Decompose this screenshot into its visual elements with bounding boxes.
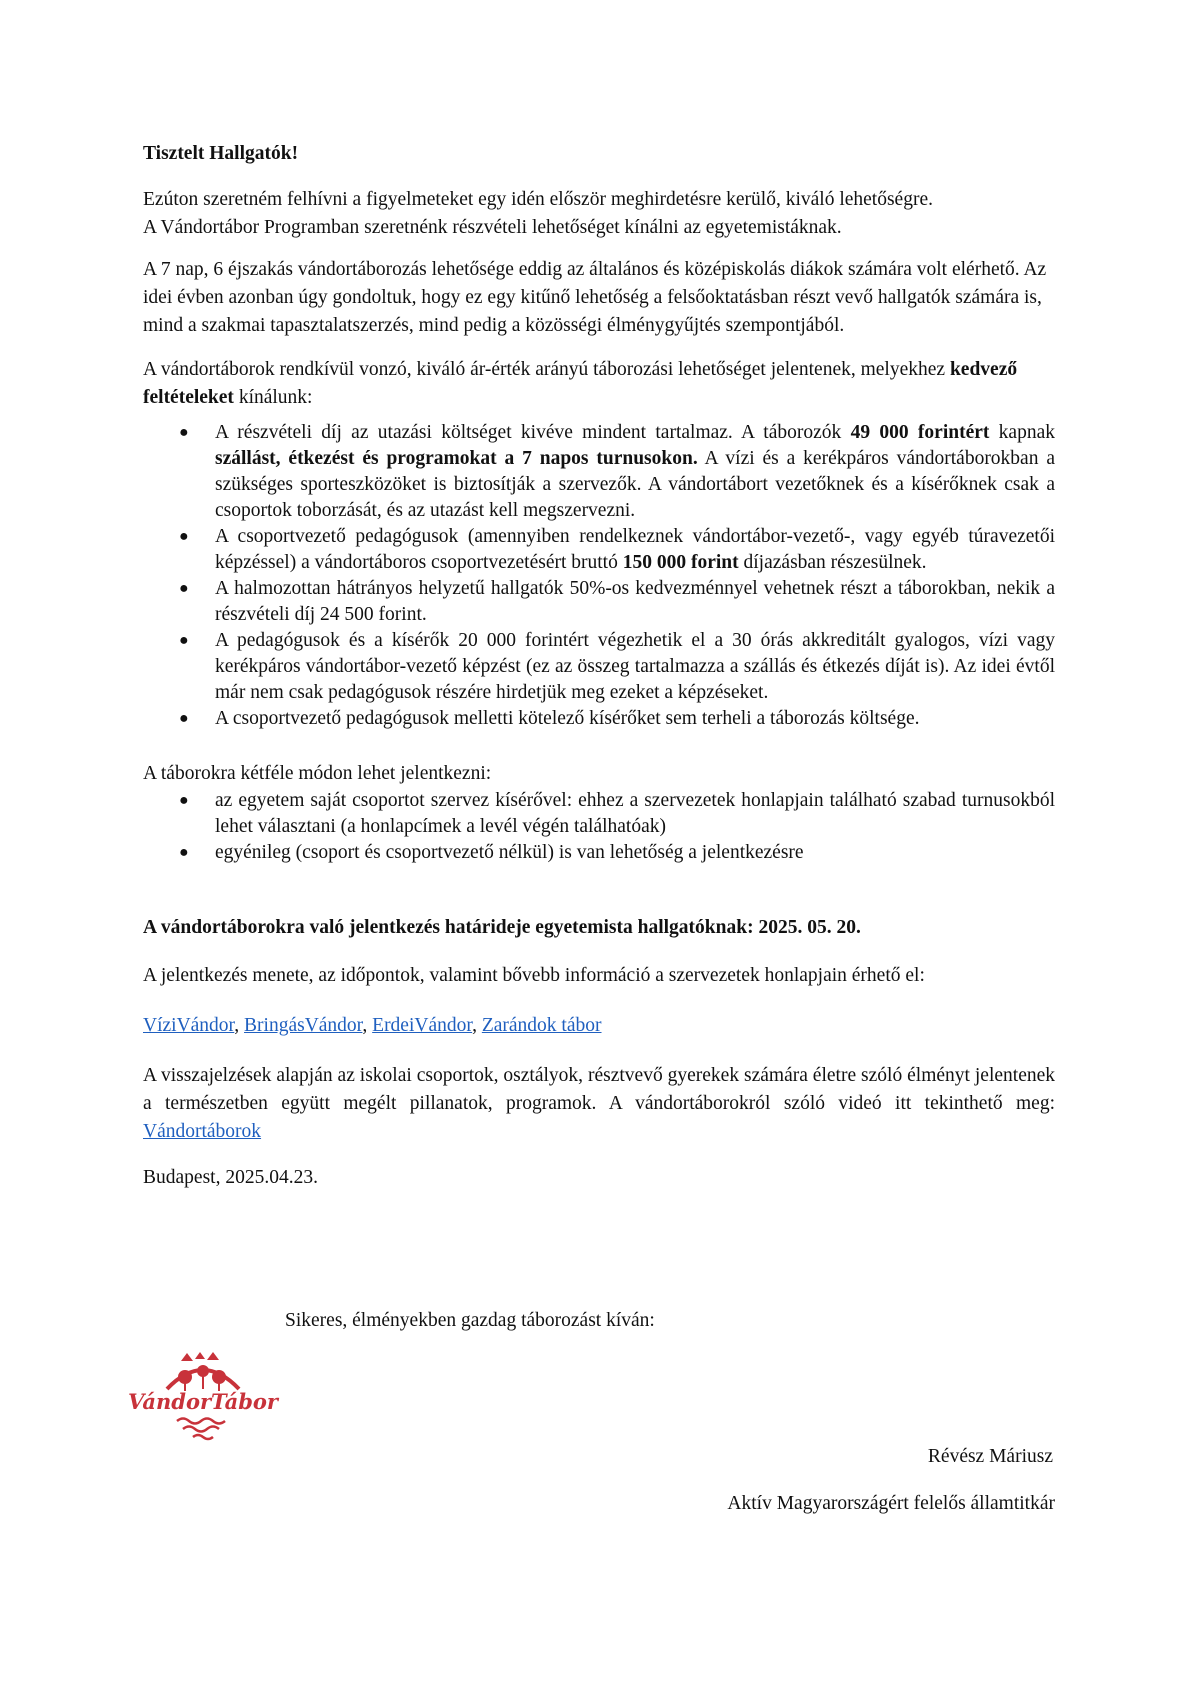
deadline: A vándortáborokra való jelentkezés határideje egyetemista hallgatóknak: 2025. 05. 20.: [143, 917, 861, 938]
link-erdeivandor[interactable]: ErdeiVándor: [372, 1015, 473, 1036]
bullet-icon: ●: [179, 580, 189, 597]
apply-way-1: az egyetem saját csoportot szervez kísérővel: ehhez a szervezetek honlapjain található szabad turnusokból lehet választani (a honlapcímek a levél végén találhatóak): [215, 790, 1055, 837]
bullet-icon: ●: [179, 632, 189, 649]
benefit-3-text: A halmozottan hátrányos helyzetű hallgatók 50%-os kedvezménnyel vehetnek részt a táborokban, nekik a részvételi díj 24 500 forint.: [215, 578, 1055, 625]
list-item: [143, 420, 1055, 524]
vandortabor-logo: [128, 1345, 278, 1447]
benefit-4-text: A pedagógusok és a kísérők 20 000 forintért végezhetik el a 30 órás akkreditált gyalogos, vízi vagy kerékpáros vándortábor-vezető képzést (ez az összeg tartalmazza a szállás és étkezés díját is). Az idei évtől már nem csak pedagógusok részére hirdetjük meg ezeket a képzéseket.: [215, 630, 1055, 703]
salutation: Tisztelt Hallgatók!: [143, 143, 299, 164]
link-vizivandor[interactable]: VíziVándor: [143, 1015, 235, 1036]
list-item: [143, 524, 1055, 576]
signer-position: Aktív Magyarországért felelős államtitkár: [727, 1493, 1055, 1514]
bullet-icon: ●: [179, 710, 189, 727]
info-paragraph: A jelentkezés menete, az időpontok, valamint bővebb információ a szervezetek honlapjain érhető el:: [143, 965, 925, 986]
benefit-2-text-b: díjazásban részesülnek.: [743, 552, 927, 573]
feedback-text: A visszajelzések alapján az iskolai csoportok, osztályok, résztvevő gyerekek számára életre szóló élményt jelentenek a természetben együtt megélt pillanatok, programok. A vándortáborokról szóló videó itt tekinthető meg:: [143, 1065, 1055, 1114]
letter-body: [143, 140, 1055, 1192]
benefit-1-includes: szállást, étkezést és programokat a 7 napos turnusokon.: [215, 448, 698, 469]
bullet-icon: ●: [179, 424, 189, 441]
benefit-2-fee: 150 000 forint: [622, 552, 739, 573]
list-item: [143, 788, 1055, 840]
benefit-1-price: 49 000 forintért: [850, 422, 990, 443]
benefit-1-text-c: A vízi és a kerékpáros vándortáborokban a szükséges sporteszközöket is biztosítják a szervezők. A vándortábort vezetőknek és a kísérőknek csak a csoportok toborzását, és az utazást kell megszervezni.: [215, 448, 1055, 521]
apply-way-2: egyénileg (csoport és csoportvezető nélkül) is van lehetőség a jelentkezésre: [215, 842, 804, 863]
history-paragraph: A 7 nap, 6 éjszakás vándortáborozás lehetősége eddig az általános és középiskolás diákok számára volt elérhető. Az idei évben azonban úgy gondoltuk, hogy ez egy kitűnő lehetőség a felsőoktatásban részt vevő hallgatók számára is, mind a szakmai tapasztalatszerzés, mind pedig a közösségi élménygyűjtés szempontjából.: [143, 259, 1047, 336]
feedback-paragraph: [143, 1062, 1055, 1146]
logo-graphic: [128, 1345, 278, 1447]
apply-intro: A táborokra kétféle módon lehet jelentkezni:: [143, 763, 492, 784]
offer-text-a: A vándortáborok rendkívül vonzó, kiváló ár-érték arányú táborozási lehetőséget jelentenek, melyekhez: [143, 359, 946, 380]
intro-line-1: Ezúton szeretném felhívni a figyelmeteket egy idén először meghirdetésre kerülő, kiváló lehetőségre.: [143, 189, 933, 210]
signer-name: Révész Máriusz: [927, 1446, 1053, 1467]
link-bringasvandor[interactable]: BringásVándor: [244, 1015, 363, 1036]
organizer-links: VíziVándor, BringásVándor, ErdeiVándor, Zarándok tábor: [143, 1015, 602, 1036]
bullet-icon: ●: [179, 792, 189, 809]
date: Budapest, 2025.04.23.: [143, 1167, 318, 1188]
logo-wordmark: VándorTábor: [128, 1389, 278, 1414]
closing-wish: Sikeres, élményekben gazdag táborozást kíván:: [285, 1310, 655, 1331]
intro-line-2: A Vándortábor Programban szeretnénk részvételi lehetőséget kínálni az egyetemistáknak.: [143, 217, 842, 238]
link-zarandok-tabor[interactable]: Zarándok tábor: [481, 1015, 602, 1036]
list-item: [143, 576, 1055, 628]
bullet-icon: ●: [179, 844, 189, 861]
list-item: [143, 628, 1055, 706]
benefits-list: [143, 420, 1055, 732]
intro-paragraph: [143, 186, 1055, 242]
list-item: [143, 706, 1055, 732]
bullet-icon: ●: [179, 528, 189, 545]
offer-paragraph: [143, 356, 1055, 412]
offer-text-bold: kedvező feltételeket: [143, 359, 1018, 408]
offer-text-b: kínálunk:: [238, 387, 313, 408]
benefit-2-text-a: A csoportvezető pedagógusok (amennyiben rendelkeznek vándortábor-vezető-, vagy egyéb túravezetői képzéssel) a vándortáboros csoportvezetésért bruttó: [215, 526, 1055, 573]
list-item: [143, 840, 1055, 866]
benefit-1-text-b: kapnak: [998, 422, 1055, 443]
benefit-5-text: A csoportvezető pedagógusok melletti kötelező kísérőket sem terheli a táborozás költsége.: [215, 708, 920, 729]
apply-ways-list: [143, 788, 1055, 866]
link-video[interactable]: Vándortáborok: [143, 1121, 262, 1142]
benefit-1-text-a: A részvételi díj az utazási költséget kivéve mindent tartalmaz. A táborozók: [215, 422, 842, 443]
